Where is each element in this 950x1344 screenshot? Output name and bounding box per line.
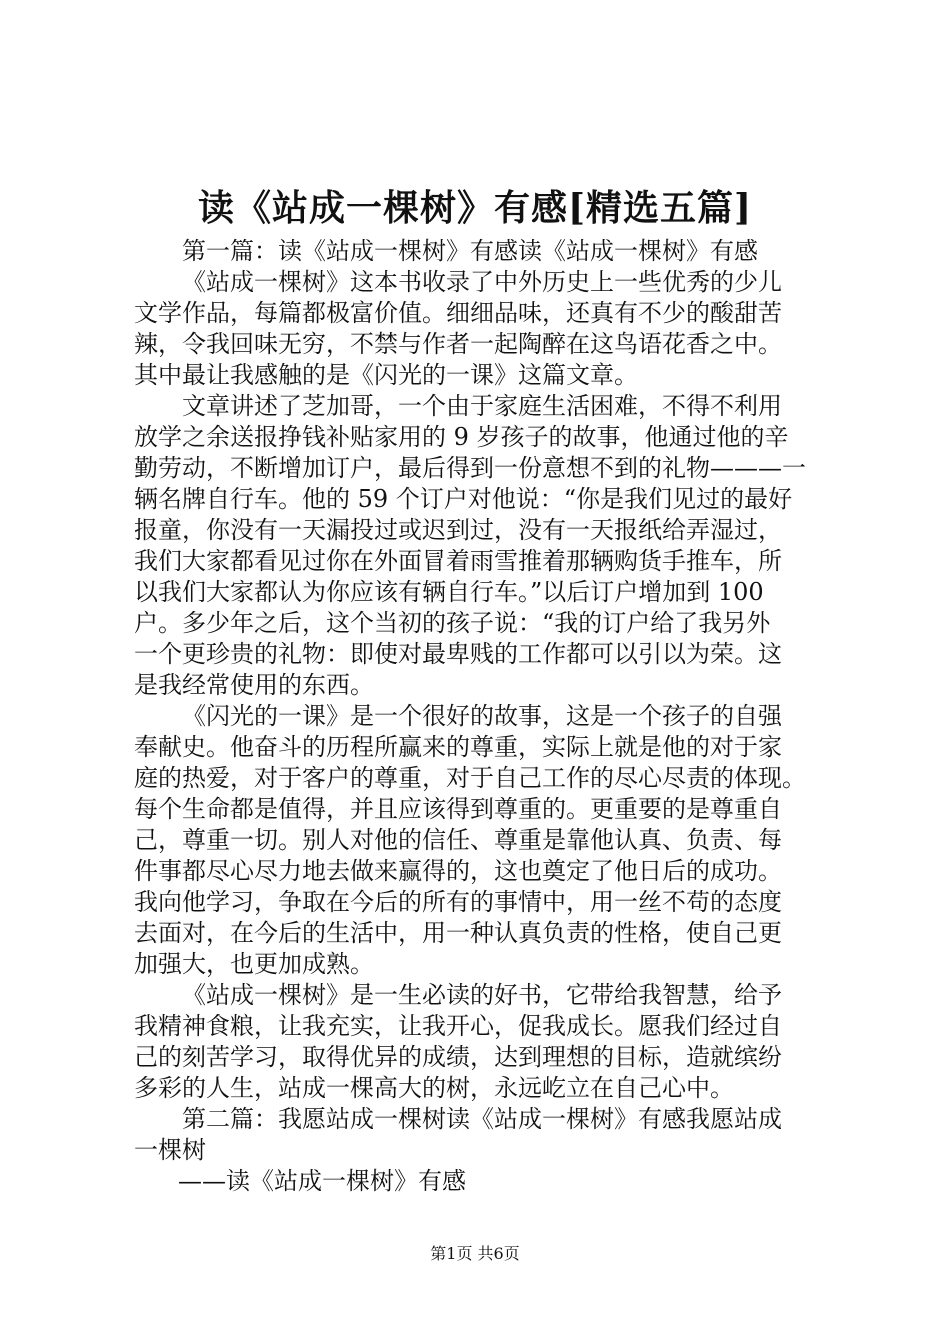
body-text-line: 《闪光的一课》是一个很好的故事，这是一个孩子的自强 — [182, 702, 782, 730]
body-text-line: 《站成一棵树》这本书收录了中外历史上一些优秀的少儿 — [182, 268, 782, 296]
body-text-line: 每个生命都是值得，并且应该得到尊重的。更重要的是尊重自 — [134, 795, 782, 823]
body-text-line: ——读《站成一棵树》有感 — [178, 1167, 466, 1195]
body-text-line: 加强大，也更加成熟。 — [134, 950, 374, 978]
body-text-line: 辆名牌自行车。他的 59 个订户对他说：“你是我们见过的最好 — [134, 485, 793, 513]
body-text-line: 文章讲述了芝加哥，一个由于家庭生活困难，不得不利用 — [182, 392, 782, 420]
body-text-line: 我向他学习，争取在今后的所有的事情中，用一丝不苟的态度 — [134, 888, 782, 916]
body-text-line: 是我经常使用的东西。 — [134, 671, 374, 699]
body-text-line: 一个更珍贵的礼物：即使对最卑贱的工作都可以引以为荣。这 — [134, 640, 782, 668]
body-text-line: 以我们大家都认为你应该有辆自行车。”以后订户增加到 100 — [134, 578, 764, 606]
body-text-line: 《站成一棵树》是一生必读的好书，它带给我智慧，给予 — [182, 981, 782, 1009]
body-text-line: 我精神食粮，让我充实，让我开心，促我成长。愿我们经过自 — [134, 1012, 782, 1040]
body-text-line: 户。多少年之后，这个当初的孩子说：“我的订户给了我另外 — [134, 609, 771, 637]
body-text-line: 去面对，在今后的生活中，用一种认真负责的性格，使自己更 — [134, 919, 782, 947]
body-text-line: 其中最让我感触的是《闪光的一课》这篇文章。 — [134, 361, 638, 389]
body-text-line: 多彩的人生，站成一棵高大的树，永远屹立在自己心中。 — [134, 1074, 734, 1102]
body-text-line: 庭的热爱，对于客户的尊重，对于自己工作的尽心尽责的体现。 — [134, 764, 806, 792]
body-text-line: 报童，你没有一天漏投过或迟到过，没有一天报纸给弄湿过， — [134, 516, 782, 544]
body-text-line: 件事都尽心尽力地去做来赢得的，这也奠定了他日后的成功。 — [134, 857, 782, 885]
body-text-line: 第一篇：读《站成一棵树》有感读《站成一棵树》有感 — [182, 237, 758, 265]
body-text-line: 第二篇：我愿站成一棵树读《站成一棵树》有感我愿站成 — [182, 1105, 782, 1133]
body-text-line: 奉献史。他奋斗的历程所赢来的尊重，实际上就是他的对于家 — [134, 733, 782, 761]
page-footer: 第1页 共6页 — [430, 1244, 520, 1263]
body-text-line: 勤劳动，不断增加订户，最后得到一份意想不到的礼物———一 — [134, 454, 806, 482]
body-text-line: 己的刻苦学习，取得优异的成绩，达到理想的目标，造就缤纷 — [134, 1043, 782, 1071]
document-body — [134, 236, 834, 1197]
body-text-line: 文学作品，每篇都极富价值。细细品味，还真有不少的酸甜苦 — [134, 299, 782, 327]
body-text-line: 放学之余送报挣钱补贴家用的 9 岁孩子的故事，他通过他的辛 — [134, 423, 789, 451]
body-text-line: 己，尊重一切。别人对他的信任、尊重是靠他认真、负责、每 — [134, 826, 782, 854]
body-text-line: 辣，令我回味无穷，不禁与作者一起陶醉在这鸟语花香之中。 — [134, 330, 782, 358]
body-text-line: 一棵树 — [134, 1136, 206, 1164]
body-text-line: 我们大家都看见过你在外面冒着雨雪推着那辆购货手推车，所 — [134, 547, 782, 575]
document-title: 读《站成一棵树》有感[精选五篇] — [197, 187, 753, 229]
